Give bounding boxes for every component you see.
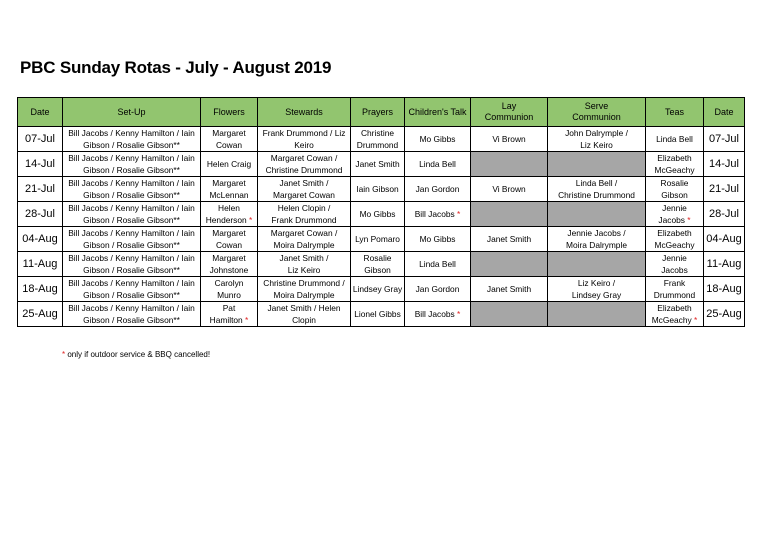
header-childrens-talk: Children's Talk — [405, 98, 471, 127]
setup-cell-line: Gibson / Rosalie Gibson** — [83, 165, 180, 175]
serve-communion-cell-line: John Dalrymple / — [565, 128, 628, 138]
prayers-cell — [351, 152, 405, 177]
teas-cell-line: Frank — [663, 278, 686, 288]
prayers-cell-line: Janet Smith — [355, 159, 400, 169]
childrens-talk-cell — [405, 302, 471, 327]
date-cell-right: 07-Jul — [704, 127, 745, 152]
stewards-cell-line: Christine Drummond — [265, 165, 343, 175]
stewards-cell-line: Keiro — [294, 140, 314, 150]
teas-cell-line: Drummond — [653, 290, 696, 300]
date-cell: 28-Jul — [18, 202, 63, 227]
serve-communion-cell-line: Liz Keiro — [580, 140, 613, 150]
teas-cell — [646, 252, 704, 277]
setup-cell-line: Gibson / Rosalie Gibson** — [83, 315, 180, 325]
stewards-cell — [258, 177, 351, 202]
serve-communion-cell — [548, 277, 646, 302]
stewards-cell-line: Frank Drummond / Liz — [262, 128, 346, 138]
prayers-cell-line: Drummond — [356, 140, 399, 150]
setup-cell-line: Gibson / Rosalie Gibson** — [83, 190, 180, 200]
setup-cell-line: Bill Jacobs / Kenny Hamilton / Iain — [68, 228, 195, 238]
teas-cell — [646, 277, 704, 302]
serve-communion-cell-line: Lindsey Gray — [571, 290, 622, 300]
prayers-cell — [351, 227, 405, 252]
stewards-cell — [258, 302, 351, 327]
prayers-cell-line: Rosalie — [363, 253, 392, 263]
note-star: * — [249, 215, 253, 225]
stewards-cell-line: Margaret Cowan / — [270, 228, 338, 238]
date-cell-right: 11-Aug — [704, 252, 745, 277]
flowers-cell-line: Cowan — [215, 140, 243, 150]
teas-cell-line: Elizabeth — [657, 303, 692, 313]
date-cell: 25-Aug — [18, 302, 63, 327]
teas-cell-line: Jacobs — [661, 265, 688, 275]
header-prayers: Prayers — [351, 98, 405, 127]
flowers-cell — [201, 302, 258, 327]
setup-cell — [63, 177, 201, 202]
teas-cell-line: McGeachy — [654, 240, 695, 250]
flowers-cell-line: Margaret — [212, 253, 246, 263]
table-row — [18, 302, 745, 327]
childrens-talk-name: Jan Gordon — [415, 284, 460, 294]
stewards-cell — [258, 152, 351, 177]
header-lay-communion-label: Lay Communion — [484, 101, 534, 122]
prayers-cell-line: Iain Gibson — [356, 184, 399, 194]
header-flowers: Flowers — [201, 98, 258, 127]
stewards-cell-line: Janet Smith / Helen — [267, 303, 341, 313]
stewards-cell-line: Christine Drummond / — [263, 278, 345, 288]
table-row — [18, 252, 745, 277]
serve-communion-cell — [548, 127, 646, 152]
table-row — [18, 127, 745, 152]
setup-cell — [63, 127, 201, 152]
date-cell: 18-Aug — [18, 277, 63, 302]
stewards-cell-line: Moira Dalrymple — [273, 240, 335, 250]
lay-communion-cell: Vi Brown — [471, 177, 548, 202]
prayers-cell-line: Mo Gibbs — [359, 209, 396, 219]
flowers-cell-line: McLennan — [209, 190, 249, 200]
stewards-cell-line: Janet Smith / — [279, 178, 329, 188]
flowers-cell-line: Pat — [222, 303, 236, 313]
teas-cell-line: Linda Bell — [656, 134, 693, 144]
teas-cell — [646, 202, 704, 227]
flowers-cell-line: Margaret — [212, 178, 246, 188]
note-star: * — [694, 315, 698, 325]
flowers-cell-line: Johnstone — [209, 265, 249, 275]
prayers-cell — [351, 252, 405, 277]
header-serve-communion — [548, 98, 646, 127]
serve-communion-cell-line: Christine Drummond — [558, 190, 635, 200]
prayers-cell-line: Lionel Gibbs — [354, 309, 401, 319]
header-date-right: Date — [704, 98, 745, 127]
teas-cell — [646, 152, 704, 177]
childrens-talk-cell — [405, 277, 471, 302]
lay-communion-cell — [471, 202, 548, 227]
stewards-cell-line: Helen Clopin / — [277, 203, 331, 213]
childrens-talk-cell — [405, 177, 471, 202]
serve-communion-cell — [548, 177, 646, 202]
setup-cell-line: Bill Jacobs / Kenny Hamilton / Iain — [68, 278, 195, 288]
date-cell-right: 18-Aug — [704, 277, 745, 302]
stewards-cell-line: Clopin — [292, 315, 316, 325]
note-star: * — [457, 209, 461, 219]
serve-communion-cell-line: Moira Dalrymple — [566, 240, 627, 250]
teas-cell-line: Elizabeth — [657, 228, 692, 238]
stewards-cell-line: Frank Drummond — [271, 215, 337, 225]
date-cell: 21-Jul — [18, 177, 63, 202]
serve-communion-cell-line: Liz Keiro / — [577, 278, 616, 288]
prayers-cell-line: Lindsey Gray — [352, 284, 403, 294]
stewards-cell-line: Liz Keiro — [287, 265, 321, 275]
setup-cell-line: Bill Jacobs / Kenny Hamilton / Iain — [68, 203, 195, 213]
flowers-cell-line: Helen Craig — [206, 159, 252, 169]
setup-cell-line: Gibson / Rosalie Gibson** — [83, 240, 180, 250]
rota-table — [17, 97, 745, 327]
note-star: * — [687, 215, 691, 225]
serve-communion-cell-line: Linda Bell / — [575, 178, 618, 188]
setup-cell-line: Bill Jacobs / Kenny Hamilton / Iain — [68, 128, 195, 138]
teas-cell-line: Rosalie — [660, 178, 689, 188]
teas-cell-line: Jennie — [662, 203, 687, 213]
flowers-cell-line: Hamilton * — [209, 315, 249, 325]
setup-cell-line: Bill Jacobs / Kenny Hamilton / Iain — [68, 303, 195, 313]
page-title: PBC Sunday Rotas - July - August 2019 — [20, 58, 332, 77]
teas-cell-line: Jacobs * — [658, 215, 691, 225]
setup-cell — [63, 252, 201, 277]
prayers-cell — [351, 177, 405, 202]
setup-cell — [63, 302, 201, 327]
serve-communion-cell — [548, 252, 646, 277]
lay-communion-cell — [471, 252, 548, 277]
serve-communion-cell — [548, 152, 646, 177]
teas-cell — [646, 302, 704, 327]
date-cell-right: 04-Aug — [704, 227, 745, 252]
teas-cell-line: Jennie — [662, 253, 687, 263]
date-cell-right: 21-Jul — [704, 177, 745, 202]
setup-cell-line: Bill Jacobs / Kenny Hamilton / Iain — [68, 253, 195, 263]
prayers-cell — [351, 202, 405, 227]
header-stewards: Stewards — [258, 98, 351, 127]
childrens-talk-name: Jan Gordon — [415, 184, 460, 194]
stewards-cell — [258, 252, 351, 277]
stewards-cell-line: Margaret Cowan — [273, 190, 335, 200]
lay-communion-cell: Janet Smith — [471, 227, 548, 252]
footnote — [62, 350, 210, 359]
serve-communion-cell-line: Jennie Jacobs / — [567, 228, 626, 238]
teas-cell-line: McGeachy — [654, 165, 695, 175]
stewards-cell — [258, 227, 351, 252]
childrens-talk-cell — [405, 252, 471, 277]
childrens-talk-name: Bill Jacobs — [414, 209, 455, 219]
table-row — [18, 277, 745, 302]
date-cell: 07-Jul — [18, 127, 63, 152]
teas-cell-line: Elizabeth — [657, 153, 692, 163]
date-cell: 11-Aug — [18, 252, 63, 277]
table-row — [18, 152, 745, 177]
setup-cell — [63, 277, 201, 302]
header-serve-communion-label: Serve Communion — [572, 101, 621, 122]
flowers-cell-line: Margaret — [212, 128, 246, 138]
prayers-cell-line: Lyn Pomaro — [355, 234, 400, 244]
setup-cell-line: Bill Jacobs / Kenny Hamilton / Iain — [68, 178, 195, 188]
lay-communion-cell — [471, 152, 548, 177]
setup-cell-line: Gibson / Rosalie Gibson** — [83, 140, 180, 150]
teas-cell — [646, 127, 704, 152]
teas-cell — [646, 177, 704, 202]
date-cell-right: 28-Jul — [704, 202, 745, 227]
teas-cell-line: McGeachy * — [651, 315, 698, 325]
flowers-cell-line: Cowan — [215, 240, 243, 250]
childrens-talk-name: Mo Gibbs — [419, 234, 456, 244]
childrens-talk-name: Linda Bell — [419, 259, 456, 269]
flowers-cell-line: Margaret — [212, 228, 246, 238]
table-row — [18, 227, 745, 252]
flowers-cell — [201, 252, 258, 277]
footnote-text: only if outdoor service & BBQ cancelled! — [65, 350, 211, 359]
teas-cell — [646, 227, 704, 252]
setup-cell — [63, 202, 201, 227]
flowers-cell — [201, 152, 258, 177]
prayers-cell — [351, 302, 405, 327]
prayers-cell-line: Christine — [360, 128, 395, 138]
header-date: Date — [18, 98, 63, 127]
lay-communion-cell — [471, 302, 548, 327]
prayers-cell — [351, 277, 405, 302]
stewards-cell — [258, 127, 351, 152]
serve-communion-cell — [548, 302, 646, 327]
serve-communion-cell — [548, 227, 646, 252]
setup-cell — [63, 227, 201, 252]
header-setup: Set-Up — [63, 98, 201, 127]
date-cell-right: 14-Jul — [704, 152, 745, 177]
childrens-talk-name: Bill Jacobs — [414, 309, 455, 319]
prayers-cell — [351, 127, 405, 152]
childrens-talk-cell — [405, 127, 471, 152]
flowers-cell — [201, 202, 258, 227]
teas-cell-line: Gibson — [661, 190, 688, 200]
childrens-talk-cell — [405, 227, 471, 252]
setup-cell-line: Bill Jacobs / Kenny Hamilton / Iain — [68, 153, 195, 163]
serve-communion-cell — [548, 202, 646, 227]
date-cell: 04-Aug — [18, 227, 63, 252]
note-star: * — [457, 309, 461, 319]
header-teas: Teas — [646, 98, 704, 127]
flowers-cell — [201, 177, 258, 202]
lay-communion-cell: Vi Brown — [471, 127, 548, 152]
flowers-cell — [201, 127, 258, 152]
table-row — [18, 202, 745, 227]
flowers-cell-line: Carolyn — [214, 278, 244, 288]
setup-cell-line: Gibson / Rosalie Gibson** — [83, 215, 180, 225]
prayers-cell-line: Gibson — [364, 265, 391, 275]
setup-cell-line: Gibson / Rosalie Gibson** — [83, 265, 180, 275]
setup-cell — [63, 152, 201, 177]
flowers-cell — [201, 277, 258, 302]
childrens-talk-cell — [405, 202, 471, 227]
note-star: * — [245, 315, 249, 325]
date-cell-right: 25-Aug — [704, 302, 745, 327]
stewards-cell — [258, 277, 351, 302]
stewards-cell-line: Moira Dalrymple — [273, 290, 335, 300]
stewards-cell — [258, 202, 351, 227]
setup-cell-line: Gibson / Rosalie Gibson** — [83, 290, 180, 300]
childrens-talk-name: Linda Bell — [419, 159, 456, 169]
stewards-cell-line: Margaret Cowan / — [270, 153, 338, 163]
flowers-cell-line: Helen — [218, 203, 240, 213]
childrens-talk-name: Mo Gibbs — [419, 134, 456, 144]
date-cell: 14-Jul — [18, 152, 63, 177]
childrens-talk-cell — [405, 152, 471, 177]
footnote-star: * — [62, 350, 66, 359]
table-row — [18, 177, 745, 202]
stewards-cell-line: Janet Smith / — [279, 253, 329, 263]
header-row — [18, 98, 745, 127]
header-lay-communion — [471, 98, 548, 127]
lay-communion-cell: Janet Smith — [471, 277, 548, 302]
flowers-cell-line: Munro — [217, 290, 241, 300]
flowers-cell-line: Henderson * — [205, 215, 253, 225]
flowers-cell — [201, 227, 258, 252]
rota-body — [18, 127, 745, 327]
